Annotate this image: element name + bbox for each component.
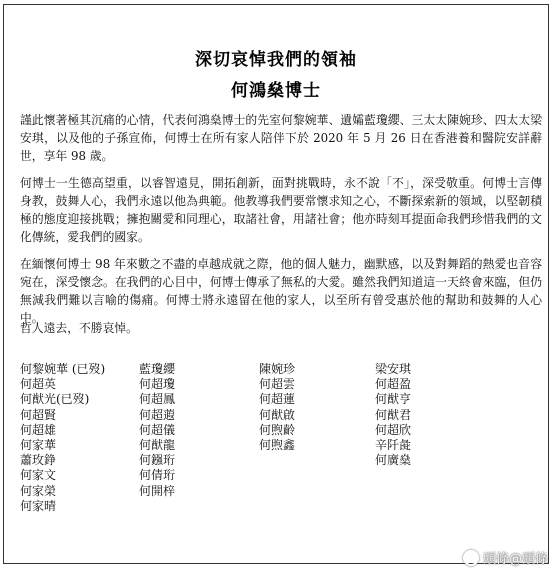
signatory-name: 何猷啟: [259, 407, 296, 422]
signatory-name: 何家晴: [20, 498, 57, 513]
signatory-name: 何倩珩: [139, 468, 176, 483]
document-subtitle: 何鴻燊博士: [231, 81, 321, 101]
signatory-name: 何超雲: [259, 377, 296, 392]
paragraph-remembrance: 在緬懷何博士 98 年來數之不盡的卓越成就之際，他的個人魅力，幽默感，以及對舞蹈的熱愛也音容宛在，深受懷念。在我們的心目中，何博士傳承了無私的大愛。雖然我們知道這一天終會來臨，但仍無減我們難以言喻的傷痛。何博士將永遠留在他的家人，以至所有曾受惠於他的幫助和鼓舞的人心中。: [20, 257, 542, 325]
document-title: 深切哀悼我們的領袖: [195, 50, 357, 70]
signatory-name: 何超賢: [20, 407, 57, 422]
signatory-name: 何超英: [20, 377, 57, 392]
signatory-name: 何超儀: [139, 422, 176, 437]
signatory-name: 何超瓊: [139, 377, 176, 392]
signatory-name: 何超鳳: [139, 392, 176, 407]
signatory-name: 何猷亨: [375, 392, 412, 407]
signatory-name: 何煦鑫: [259, 437, 296, 452]
signatory-name: 何開梓: [139, 483, 176, 498]
signatory-name: 何家榮: [20, 483, 57, 498]
paragraph-closing: 哲人遠去，不勝哀悼。: [20, 321, 138, 335]
signatory-name: 何超盈: [375, 377, 412, 392]
watermark: [463, 548, 548, 567]
signatories-column-1: [20, 362, 105, 514]
signatory-name: 梁安琪: [375, 362, 412, 376]
signatory-name: 何家文: [20, 468, 57, 483]
signatory-name: 何猷光(已歿): [20, 392, 90, 407]
watermark-text: 頭條@頭條: [482, 552, 548, 567]
signatory-name: 何煦齡: [259, 422, 296, 437]
signatories-column-3: [259, 362, 295, 453]
paragraph-announcement: 謹此懷著極其沉痛的心情，代表何鴻燊博士的先室何黎婉華、遺孀藍瓊纓、三太太陳婉珍、四太太梁安琪，以及他的子孫宣佈，何博士在所有家人陪伴下於 2020 年 5 月 26 日在香港養和醫院安詳辭世，享年 98 歲。: [20, 113, 542, 163]
signatory-name: 何廣燊: [375, 453, 412, 468]
watermark-logo-icon: [463, 550, 479, 566]
signatory-name: 陳婉珍: [259, 362, 296, 376]
signatory-name: 藍瓊纓: [139, 362, 176, 376]
signatory-name: 何超欣: [375, 422, 412, 437]
signatories-column-4: [375, 362, 411, 468]
signatory-name: 何黎婉華 (已歿): [20, 362, 106, 376]
signatory-name: 蕭玫錚: [20, 453, 57, 468]
signatory-name: 何超雄: [20, 422, 57, 437]
signatory-name: 何鏹珩: [139, 453, 176, 468]
signatory-name: 辛阡彘: [375, 437, 412, 452]
signatory-name: 何猷君: [375, 407, 412, 422]
document-frame: [3, 4, 549, 564]
signatory-name: 何猷龍: [139, 437, 176, 452]
signatory-name: 何超蓮: [259, 392, 296, 407]
signatory-name: 何家華: [20, 437, 57, 452]
signatories-column-2: [139, 362, 175, 499]
paragraph-tribute: 何博士一生德高望重，以睿智遠見，開拓創新，面對挑戰時，永不說「不」，深受敬重。何博士言傳身教，鼓舞人心，我們永遠以他為典範。他教導我們要常懷求知之心，不斷探索新的領域，以堅韌積極的態度迎接挑戰；擁抱關愛和同理心，取諸社會，用諸社會；他亦時刻耳提面命我們珍惜我們的文化傳統，愛我們的國家。: [20, 176, 542, 244]
signatory-name: 何超蕸: [139, 407, 176, 422]
